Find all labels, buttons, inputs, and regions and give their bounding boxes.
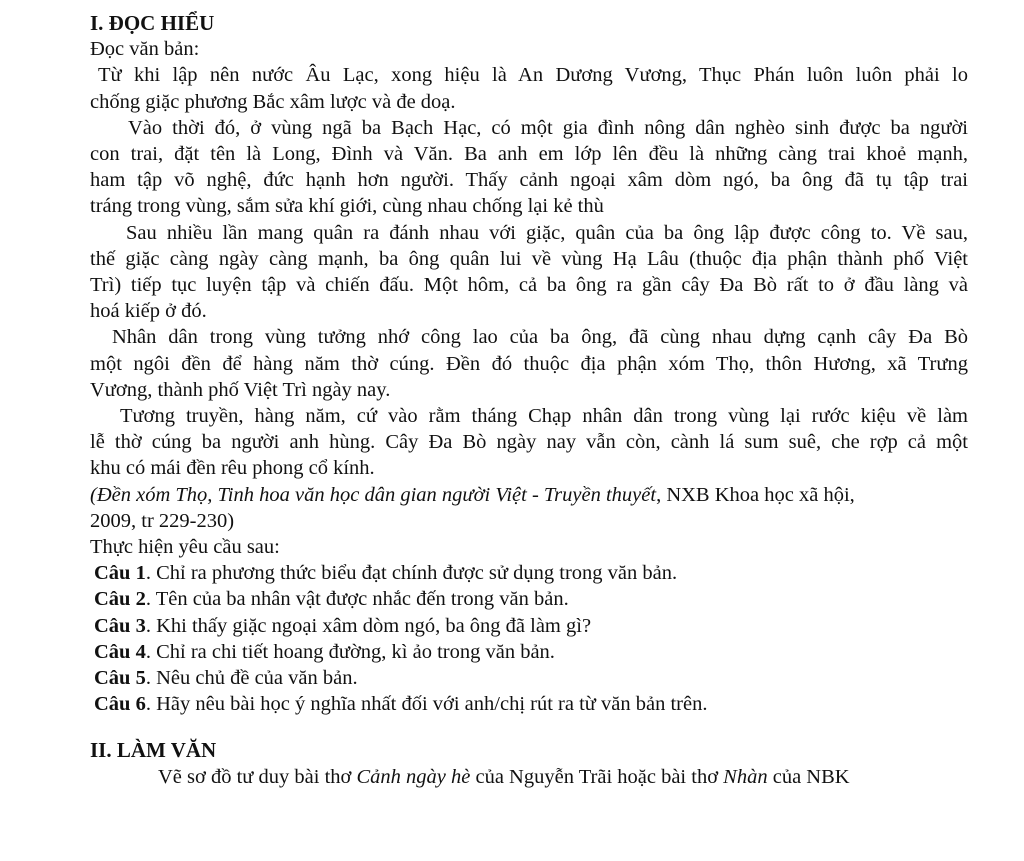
question-item (90, 560, 968, 586)
poem-title: Nhàn (723, 765, 768, 788)
task-text: Vẽ sơ đồ tư duy bài thơ (158, 765, 357, 788)
passage-paragraph-3 (90, 220, 968, 325)
passage-line: hoá kiếp ở đó. (90, 300, 207, 323)
passage-line: Vào thời đó, ở vùng ngã ba Bạch Hạc, có một gia đình nông dân nghèo sinh được ba người (128, 116, 968, 139)
poem-title: Cảnh ngày hè (356, 765, 471, 788)
passage-paragraph-2 (90, 115, 968, 220)
question-text: . Chỉ ra chi tiết hoang đường, kì ảo trong văn bản. (145, 640, 555, 663)
passage-line: Vương, thành phố Việt Trì ngày nay. (90, 378, 391, 401)
section2-heading: II. LÀM VĂN (90, 738, 217, 763)
question-label: Câu 6 (94, 693, 146, 716)
task-intro: Thực hiện yêu cầu sau: (90, 536, 280, 559)
source-citation (90, 482, 968, 508)
passage-line: một ngôi đền để hàng năm thờ cúng. Đền đó thuộc địa phận xóm Thọ, thôn Hương, xã Trưng (90, 352, 968, 375)
passage-line: Tương truyền, hàng năm, cứ vào rằm tháng Chạp nhân dân trong vùng lại rước kiệu về làm (120, 405, 968, 428)
reading-intro: Đọc văn bản: (90, 38, 200, 61)
question-item (90, 639, 968, 665)
question-label: Câu 3 (94, 614, 146, 637)
passage-line: tráng trong vùng, sắm sửa khí giới, cùng nhau chống lại kẻ thù (90, 195, 604, 218)
passage-line: Nhân dân trong vùng tưởng nhớ công lao của ba ông, đã cùng nhau dựng cạnh cây Đa Bò (112, 326, 968, 349)
question-list (90, 560, 968, 717)
passage-line: thế giặc càng ngày càng mạnh, ba ông quân lui về vùng Hạ Lâu (thuộc địa phận thành phố Việt (90, 247, 968, 270)
section1-heading: I. ĐỌC HIỂU (90, 11, 215, 35)
passage-line: con trai, đặt tên là Long, Đình và Văn. Ba anh em lớp lên đều là những càng trai khoẻ mạnh, (90, 143, 968, 166)
section-spacer (90, 717, 968, 737)
passage-paragraph-5 (90, 403, 968, 482)
question-item (90, 586, 968, 612)
task-text: của Nguyễn Trãi hoặc bài thơ (470, 765, 724, 788)
question-text: . Chỉ ra phương thức biểu đạt chính được sử dụng trong văn bản. (145, 562, 678, 585)
passage-line: Trì) tiếp tục luyện tập và chiến đấu. Một hôm, cả ba ông ra gần cây Đa Bò rất to ở đầu làng và (90, 274, 968, 297)
question-item (90, 665, 968, 691)
question-label: Câu 5 (94, 667, 146, 690)
question-text: . Hãy nêu bài học ý nghĩa nhất đối với anh/chị rút ra từ văn bản trên. (145, 693, 708, 716)
question-label: Câu 1 (94, 562, 146, 585)
task-text: của NBK (767, 765, 850, 788)
citation-publisher: , NXB Khoa học xã hội, (656, 483, 855, 506)
passage-paragraph-1 (90, 62, 968, 114)
passage-line: Sau nhiều lần mang quân ra đánh nhau với giặc, quân của ba ông lập được công to. Về sau, (126, 221, 968, 244)
citation-pages: 2009, tr 229-230) (90, 509, 235, 532)
writing-task (90, 764, 968, 790)
citation-title: (Đền xóm Thọ, Tinh hoa văn học dân gian người Việt - Truyền thuyết (90, 483, 657, 506)
question-item (90, 613, 968, 639)
passage-paragraph-4 (90, 324, 968, 403)
question-text: . Tên của ba nhân vật được nhắc đến trong văn bản. (145, 588, 569, 611)
passage-line: khu có mái đền rêu phong cổ kính. (90, 457, 375, 480)
question-label: Câu 4 (94, 640, 146, 663)
question-item (90, 691, 968, 717)
passage-line: ham tập võ nghệ, đức hạnh hơn người. Thấy cảnh ngoại xâm dòm ngó, ba ông đã tụ tập trai (90, 169, 968, 192)
question-text: . Nêu chủ đề của văn bản. (145, 667, 358, 690)
question-label: Câu 2 (94, 588, 146, 611)
passage-line: lễ thờ cúng ba người anh hùng. Cây Đa Bò ngày nay vẫn còn, cành lá sum suê, che rợp cả một (90, 431, 968, 454)
question-text: . Khi thấy giặc ngoại xâm dòm ngó, ba ông đã làm gì? (145, 614, 592, 637)
passage-line: Từ khi lập nên nước Âu Lạc, xong hiệu là An Dương Vương, Thục Phán luôn luôn phải lo (98, 64, 968, 87)
passage-line: chống giặc phương Bắc xâm lược và đe doạ. (90, 90, 456, 113)
